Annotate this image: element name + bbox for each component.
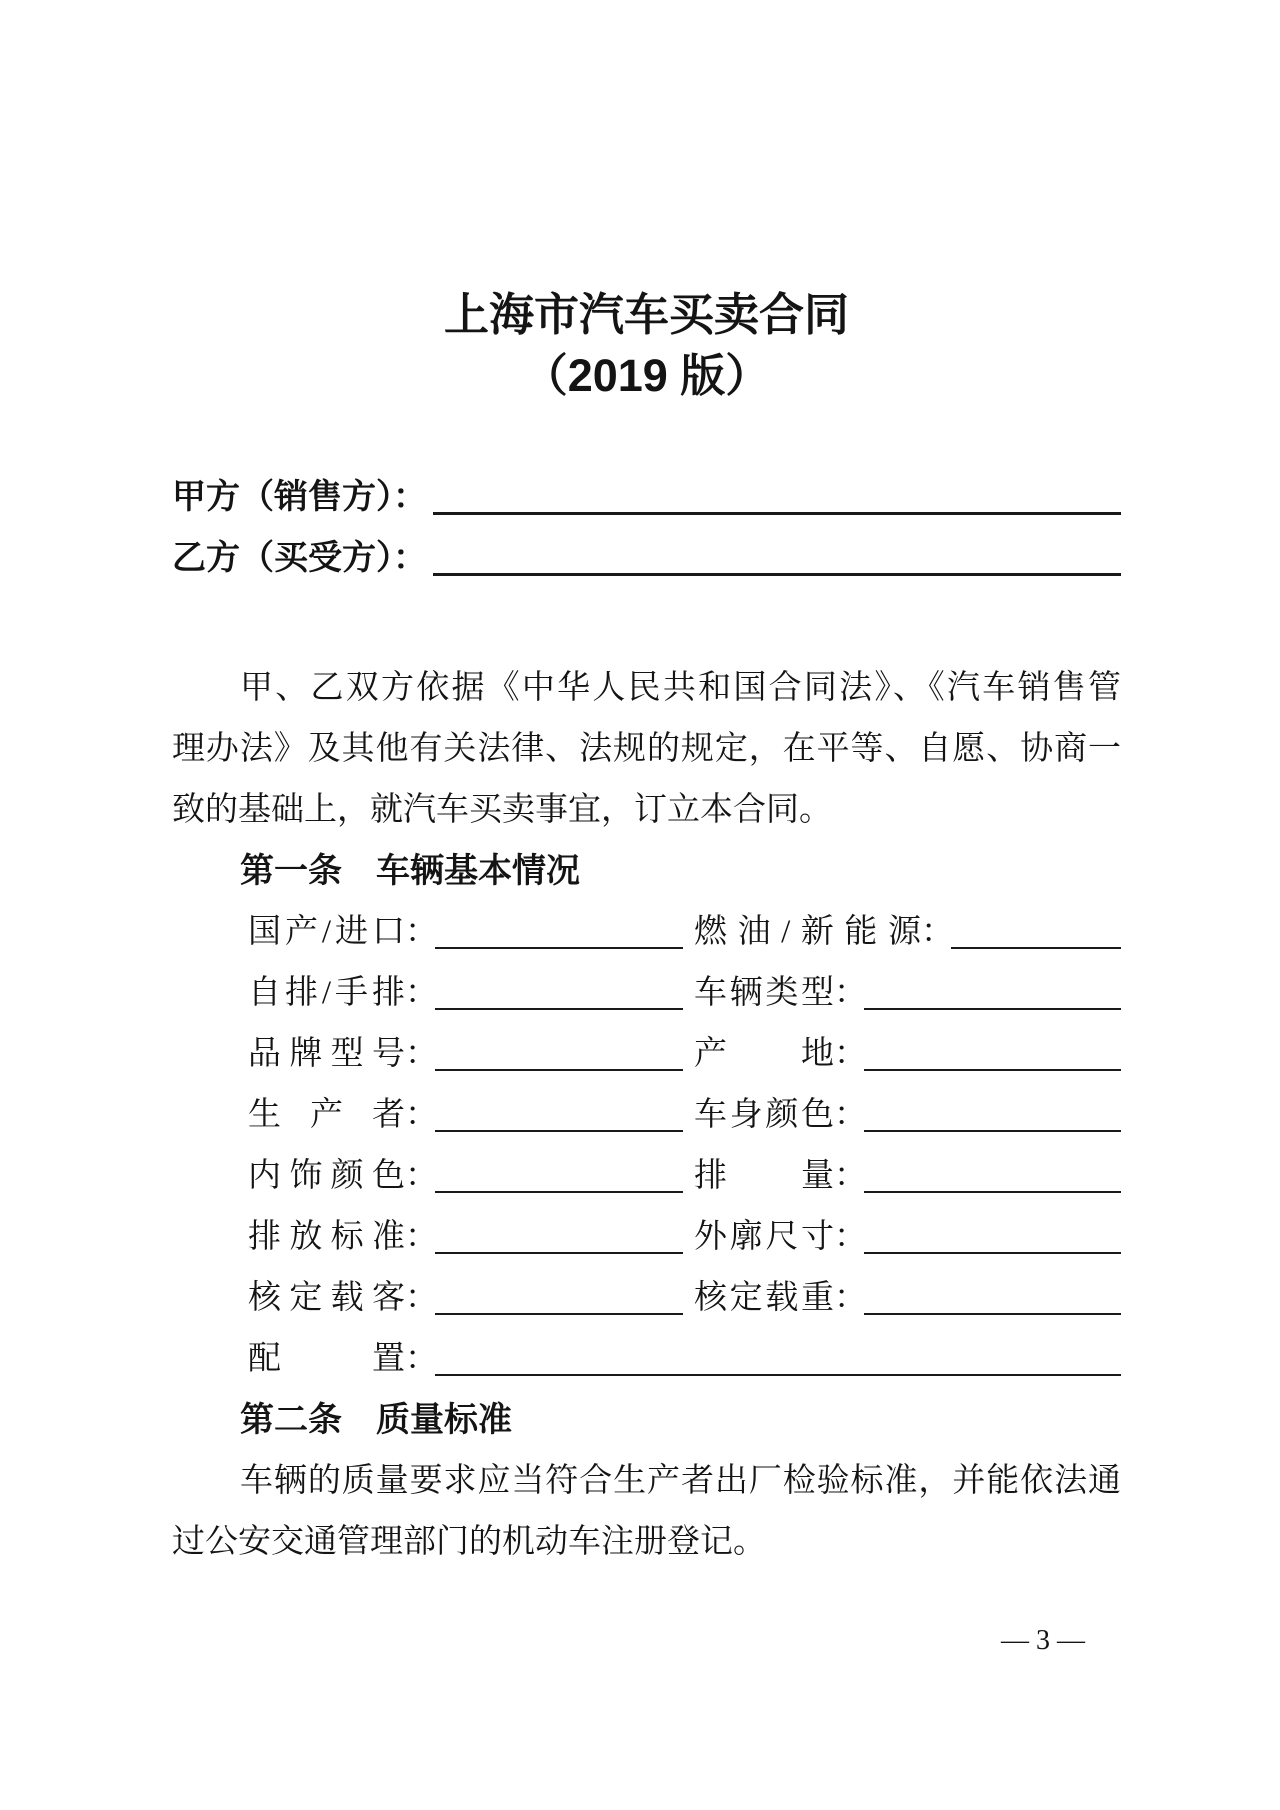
field-row-configuration (172, 1329, 1121, 1390)
preamble-line-3: 致的基础上，就汽车买卖事宜，订立本合同。 (172, 792, 832, 828)
preamble-line-2: 理办法》及其他有关法律、法规的规定，在平等、自愿、协商一 (172, 731, 1121, 767)
label-colon: ： (405, 1097, 438, 1133)
label-colon: ： (405, 914, 438, 950)
label-colon: ： (834, 975, 867, 1011)
blank-field-seller-name (433, 512, 1121, 515)
blank-field (864, 1008, 1121, 1010)
field-label-fuel: 燃油/新能源 (694, 914, 921, 950)
field-label-displacement: 排量 (694, 1158, 834, 1194)
blank-field (435, 1130, 683, 1132)
page-content (172, 0, 1121, 1573)
field-label-interior-color: 内饰颜色 (248, 1158, 405, 1194)
preamble-line-1: 甲、乙双方依据《中华人民共和国合同法》、《汽车销售管 (240, 670, 1121, 706)
field-row-origin-fuel (172, 902, 1121, 963)
field-label-producer: 生产者 (248, 1097, 405, 1133)
field-label-origin: 国产/进口 (248, 914, 405, 950)
blank-field (864, 1069, 1121, 1071)
label-colon: ： (834, 1036, 867, 1072)
field-label-approved-passengers: 核定载客 (248, 1280, 405, 1316)
field-label-approved-load: 核定载重 (694, 1280, 834, 1316)
label-colon: ： (405, 1036, 438, 1072)
section-2-line-1: 车辆的质量要求应当符合生产者出厂检验标准，并能依法通 (240, 1463, 1121, 1499)
label-colon: ： (834, 1097, 867, 1133)
blank-field (435, 1008, 683, 1010)
field-row-transmission-type (172, 963, 1121, 1024)
section-2-heading: 第二条 质量标准 (240, 1401, 512, 1439)
party-label-seller: 甲方（销售方）： (172, 478, 427, 516)
blank-field (951, 947, 1121, 949)
field-label-outline-dimensions: 外廓尺寸 (694, 1219, 834, 1255)
document-title-version: （2019 版） (522, 350, 771, 401)
label-colon: ： (405, 1341, 438, 1377)
party-label-buyer: 乙方（买受方）： (172, 539, 427, 577)
label-colon: ： (405, 1280, 438, 1316)
blank-field (864, 1313, 1121, 1315)
blank-field (864, 1191, 1121, 1193)
blank-field (435, 1313, 683, 1315)
blank-field (864, 1130, 1121, 1132)
field-label-vehicle-type: 车辆类型 (694, 975, 834, 1011)
label-colon: ： (405, 975, 438, 1011)
field-label-brand-model: 品牌型号 (248, 1036, 405, 1072)
blank-field (435, 1191, 683, 1193)
label-colon: ： (834, 1219, 867, 1255)
party-row-buyer (172, 528, 1121, 589)
label-colon: ： (405, 1219, 438, 1255)
document-title: 上海市汽车买卖合同 (443, 289, 849, 340)
spacer (172, 589, 1121, 658)
field-row-brand-origin (172, 1024, 1121, 1085)
blank-field (864, 1252, 1121, 1254)
blank-field (435, 1374, 1121, 1376)
section-2-line-2: 过公安交通管理部门的机动车注册登记。 (172, 1524, 766, 1560)
field-label-place-of-origin: 产地 (694, 1036, 834, 1072)
field-row-producer-color (172, 1085, 1121, 1146)
field-label-body-color: 车身颜色 (694, 1097, 834, 1133)
page-number: — 3 — (1001, 1625, 1085, 1656)
blank-field (435, 1252, 683, 1254)
field-row-passengers-load (172, 1268, 1121, 1329)
field-label-configuration: 配置 (248, 1341, 405, 1377)
spacer (172, 406, 1121, 467)
label-colon: ： (834, 1158, 867, 1194)
label-colon: ： (405, 1158, 438, 1194)
label-colon: ： (921, 914, 954, 950)
party-row-seller (172, 467, 1121, 528)
field-label-transmission: 自排/手排 (248, 975, 405, 1011)
blank-field (435, 1069, 683, 1071)
blank-field (435, 947, 683, 949)
field-label-emission-standard: 排放标准 (248, 1219, 405, 1255)
blank-field-buyer-name (433, 573, 1121, 576)
field-row-emission-dimensions (172, 1207, 1121, 1268)
field-row-interior-displacement (172, 1146, 1121, 1207)
label-colon: ： (834, 1280, 867, 1316)
section-1-heading: 第一条 车辆基本情况 (240, 852, 580, 890)
